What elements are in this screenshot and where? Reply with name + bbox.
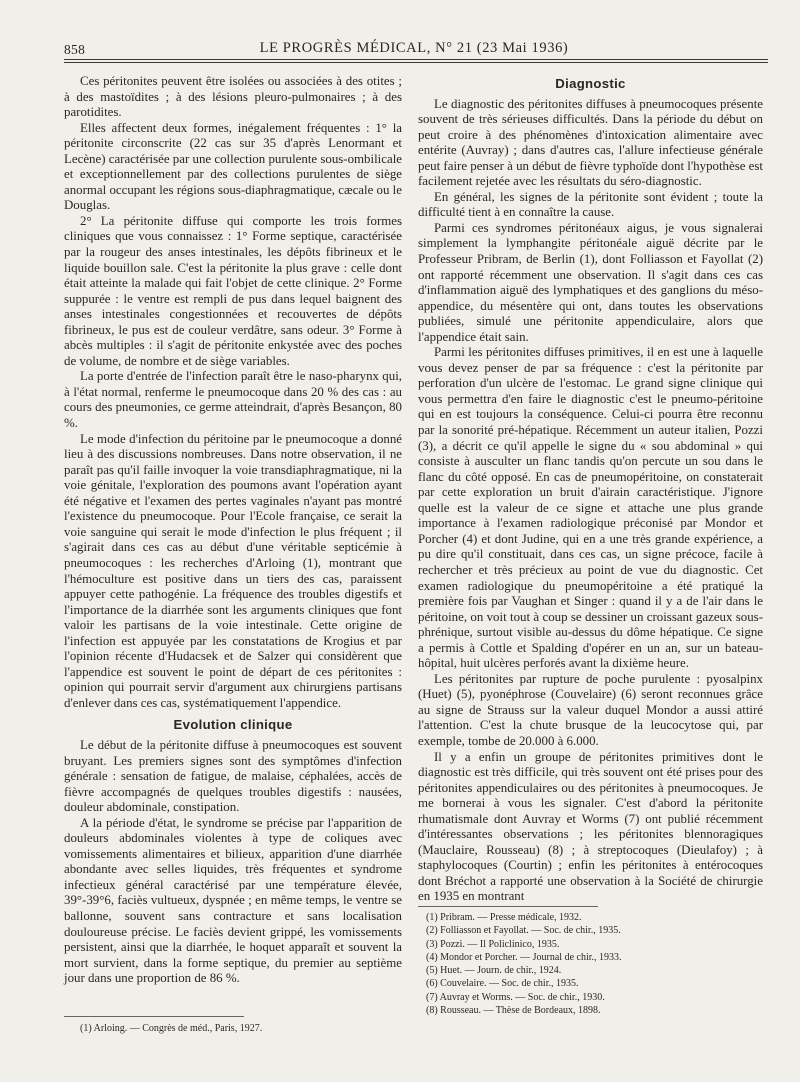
paragraph: La porte d'entrée de l'infection paraît être le naso-pharynx qui, à l'état normal, renferme le pneumocoque dans 20 % des cas : au cours des pneumonies, ce germe atteindrait, d'après Besançon, 80 %. xyxy=(64,369,402,431)
footnote: (3) Pozzi. — Il Policlinico, 1935. xyxy=(426,938,560,950)
paragraph: A la période d'état, le syndrome se précise par l'apparition de douleurs abdominales violentes à type de coliques avec vomissements alimentaires et bilieux, apparition d'une diarrhée abondante avec selles liquides, très fréquentes et syndrome infectieux général caractérisé par une température élevée, 39°-39°6, faciès vultueux, dyspnée ; en même temps, le ventre se ballonne, souvent sans contracture et sans localisation douloureuse précise. Le faciès devient grippé, les vomissements persistent, ainsi que la diarrhée, le hoquet apparaît et souvent la mort survient, dans la forme septique, du premier au septième jour dans une proportion de 86 %. xyxy=(64,815,402,986)
footnote-left: (1) Arloing. — Congrès de méd., Paris, 1927. xyxy=(80,1023,263,1034)
footnote: (4) Mondor et Porcher. — Journal de chir., 1933. xyxy=(426,951,622,963)
right-column xyxy=(418,76,763,905)
header-rule xyxy=(64,59,768,60)
left-column xyxy=(64,74,402,987)
footnote-rule xyxy=(418,906,598,907)
page-number: 858 xyxy=(64,42,86,57)
footnote: (8) Rousseau. — Thèse de Bordeaux, 1898. xyxy=(426,1005,601,1017)
journal-title: LE PROGRÈS MÉDICAL, N° 21 (23 Mai 1936) xyxy=(259,40,569,56)
paragraph: Le diagnostic des péritonites diffuses à pneumocoques présente souvent de très sérieuses difficultés. Dans la période du début on peut croire à des phénomènes d'intoxication alimentaire avec entérite (Auvray) ; dans d'autres cas, l'allure infectieuse générale peut faire penser à un début de fièvre typhoïde dont l'hypothèse est facilement rejetée avec les résultats du séro-diagnostic. xyxy=(418,96,763,189)
paragraph: Elles affectent deux formes, inégalement fréquentes : 1° la péritonite circonscrite (22 cas sur 35 d'après Lenormant et Lecène) caractérisée par une collection purulente sous-ombilicale et exceptionnellement par des collections purulentes de siège anormal occupant les régions sous-diaphragmatique, cæcale ou le Douglas. xyxy=(64,120,402,213)
section-heading-evolution: Evolution clinique xyxy=(173,717,293,733)
page-header xyxy=(64,40,764,60)
footnote: (5) Huet. — Journ. de chir., 1924. xyxy=(426,965,562,977)
section-heading-diagnostic: Diagnostic xyxy=(555,76,626,91)
paragraph: Le mode d'infection du péritoine par le pneumocoque a donné lieu à des discussions nombreuses. Dans notre observation, il ne paraît pas qu'il faille invoquer la voie transdiaphragmatique, ni la voie génitale, l'exploration des poumons avant l'opération ayant été négative et l'examen des pertes vaginales n'ayant pas montré l'existence du pneumocoque. Pour l'Ecole française, ce serait la voie sanguine qui serait le mode d'infection le plus fréquent ; il s'agirait dans ces cas au début d'une véritable septicémie à pneumocoques : les recherches d'Arloing (1), montrant que l'hémoculture est positive dans un tiers des cas, paraissent appuyer cette pathogénie. La fréquence des troubles digestifs et l'importance de la diarrhée sont les arguments cliniques que font valoir les partisans de la voie intestinale. Cette origine de l'infection est appuyée par les constatations de Krogius et par l'opinion récente d'Hudacsek et de Salzer qui considèrent que l'appendice est souvent le point de départ de ces péritonites : opinion qui pourrait servir d'argument aux chirurgiens partisans d'enlever dans ces cas, systématiquement l'appendice. xyxy=(64,431,402,710)
paragraph: 2° La péritonite diffuse qui comporte les trois formes cliniques que vous connaissez : 1° Forme septique, caractérisée par la rougeur des anses intestinales, les dépôts fibrineux et le liquide bouillon sale. C'est la péritonite la plus grave : celle dont était atteinte la malade qui fait l'objet de cette clinique. 2° Forme suppurée : le ventre est rempli de pus dans lequel baignent des anses intestinales congestionnées et recouvertes de dépôts fibrineux, le pus est de couleur verdâtre, sans odeur. 3° Forme à abcès multiples : il s'agit de péritonite enkystée avec des poches de volume, de nombre et de siège variables. xyxy=(64,213,402,368)
footnotes-right xyxy=(426,911,756,1017)
footnote: (6) Couvelaire. — Soc. de chir., 1935. xyxy=(426,978,579,990)
paragraph: Le début de la péritonite diffuse à pneumocoques est souvent bruyant. Les premiers signes sont des symptômes d'infection générale : sensation de fatigue, de malaise, céphalées, accès de fièvre accompagnés de quelques troubles digestifs : nausées, douleur abdominale, constipation. xyxy=(64,737,402,815)
paragraph: Les péritonites par rupture de poche purulente : pyosalpinx (Huet) (5), pyonéphrose (Couvelaire) (6) seront reconnues grâce au signe de Strauss sur la valeur duquel Mondor a aussi attiré l'attention. C'est la chute brusque de la leucocytose qui, par exemple, tombe de 20.000 à 6.000. xyxy=(418,671,763,748)
footnote: (7) Auvray et Worms. — Soc. de chir., 1930. xyxy=(426,991,605,1003)
paragraph: Il y a enfin un groupe de péritonites primitives dont le diagnostic est très difficile, qui très souvent ont été prises pour des péritonites appendiculaires ou des péritonites à pneumocoques. Je me bornerai à vous les signaler. C'est d'abord la péritonite rhumatismale dont Auvray et Worms (7) ont publié récemment d'intéressantes observations ; les péritonites blennoragiques (Mauclaire, Rousseau) (8) ; à streptocoques (Dieulafoy) ; à staphylocoques (Courtin) ; enfin les péritonites à entérocoques dont Bréchot a rapporté une observation à la Société de chirurgie en 1935 en montrant xyxy=(418,749,763,904)
paragraph: Parmi ces syndromes péritonéaux aigus, je vous signalerai simplement la lymphangite péritonéale aiguë décrite par le Professeur Pribram, de Berlin (1), dont Folliasson et Fayollat (2) ont rapporté récemment une observation. Il s'agit dans ces cas d'inflammation aiguë des lymphatiques et des ganglions du méso-appendice, du mésentère qui ont, dans toutes les observations publiées, simulé une péritonite appendiculaire, alors que l'appendice était sain. xyxy=(418,220,763,344)
footnote: (2) Folliasson et Fayollat. — Soc. de chir., 1935. xyxy=(426,925,621,937)
paragraph: Ces péritonites peuvent être isolées ou associées à des otites ; à des mastoïdites ; à des lésions pleuro-pulmonaires ; à des parotidites. xyxy=(64,74,402,120)
paragraph: En général, les signes de la péritonite sont évident ; toute la difficulté tient à en connaître la cause. xyxy=(418,189,763,220)
header-rule-double xyxy=(64,62,768,63)
footnote: (1) Pribram. — Presse médicale, 1932. xyxy=(426,912,582,923)
paragraph: Parmi les péritonites diffuses primitives, il en est une à laquelle vous devez penser de par sa fréquence : c'est la péritonite par perforation d'un ulcère de l'estomac. Le grand signe clinique qui vous permettra d'en faire le diagnostic c'est le pneumo-péritoine qui en est toujours la conséquence. Celui-ci pourra être reconnu par la sonorité pré-hépatique. Récemment un auteur italien, Pozzi (3), a décrit ce qu'il appelle le signe du « sou abdominal » qui consiste à ausculter un flanc tandis qu'on percute un sou dans le flanc du côté opposé. En cas de pneumopéritoine, on constaterait par cette exploration un bruit d'airain caractéristique. J'ignore quelle est la valeur de ce signe et attache une plus grande importance à l'examen radiologique préconisé par Mondor et Porcher (4) et dont Judine, qui en a une très grande expérience, a pu dire qu'il constituait, dans ces cas, un signe précoce, facile à rechercher et très précieux au point de vue du diagnostic. Cet examen radiologique du pneumopéritoine a été pratiqué la première fois par Vaughan et Singer : quand il y a de l'air dans le péritoine, on voit tout à coup se dessiner un croissant gazeux sous-phrénique, surtout visible au-dessus du dôme hépatique. Ce signe a permis à Cottle et Spalding d'opérer en un an, sur un bateau-hôpital, huit ulcères perforés avant la dixième heure. xyxy=(418,345,763,671)
footnote-rule xyxy=(64,1016,244,1017)
